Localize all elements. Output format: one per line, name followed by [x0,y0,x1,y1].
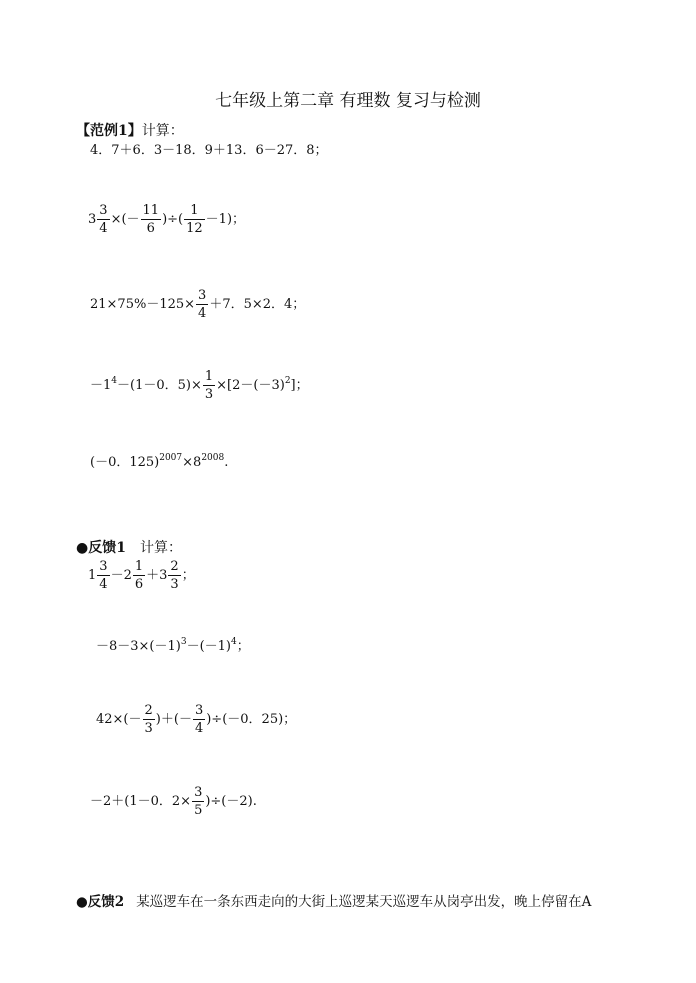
feedback1-label: ●反馈1 [76,540,126,556]
exponent: 2 [284,376,291,386]
exponent: 4 [231,637,237,647]
expr-text: . [224,455,229,470]
numerator: 3 [99,203,108,218]
numerator: 1 [190,203,199,218]
fraction [168,558,180,593]
numerator: 11 [142,203,160,218]
fraction [97,202,109,237]
expr-text: ×(－ [110,212,140,227]
expr-text: －8－3×(－1) [96,639,181,654]
expr-text: )＋(－ [155,712,192,727]
expr-text: －1 [90,378,112,393]
denominator: 4 [194,721,204,736]
expr-text: ＋3 [146,568,168,583]
numerator: 1 [134,559,144,574]
feedback1-expr-1 [88,558,195,593]
exponent: 2007 [159,453,183,463]
denominator: 6 [141,219,162,237]
fraction [133,558,145,593]
expr-text: －(1－0．5)× [117,378,202,393]
example1-expr-1: 4．7＋6．3－18．9＋13．6－27．8； [90,143,328,158]
expr-text: －2＋(1－0．2× [90,794,192,809]
expr-text: ×8 [182,455,202,470]
expr-text: ]； [290,378,309,393]
denominator: 12 [186,221,203,236]
example1-instruction: 计算： [141,123,184,139]
expr-text: )÷(－0．25)； [206,712,297,727]
mixed-number [88,558,111,593]
expr-text: ×[2－(－3) [216,378,285,393]
exponent: 3 [180,637,187,647]
numerator: 3 [194,785,203,800]
whole-part: 1 [88,568,97,583]
expr-text: )÷( [162,212,184,227]
expr-text: －1)； [205,212,246,227]
fraction [97,558,109,593]
example1-expr-3 [90,287,305,322]
expr-text: (－0．125) [90,455,160,470]
fraction [193,702,205,737]
feedback1-expr-2 [96,637,250,654]
expr-text: 21×75%－125× [90,297,196,312]
feedback2-paragraph [76,890,591,910]
denominator: 3 [144,721,153,736]
feedback1-instruction: 计算： [139,540,182,556]
expr-text: ； [181,568,195,583]
numerator: 2 [170,559,179,574]
feedback2-text: 某巡逻车在一条东西走向的大街上巡逻某天巡逻车从岗亭出发，晚上停留在A [136,894,592,910]
expr-text: ＋7．5×2．4； [209,297,306,312]
denominator: 4 [99,221,108,236]
expr-text: －2 [110,568,132,583]
denominator: 5 [194,803,203,818]
fraction [141,202,162,237]
exponent: 2008 [201,453,225,463]
denominator: 4 [99,577,108,592]
fraction [192,784,204,819]
denominator: 3 [170,577,179,592]
numerator: 3 [99,559,108,574]
numerator: 3 [194,703,204,718]
example1-expr-2 [88,202,245,237]
numerator: 1 [204,369,214,384]
numerator: 2 [144,703,153,718]
expr-text: －(－1) [186,639,232,654]
whole-part: 3 [88,212,97,227]
feedback1-expr-3 [96,702,296,737]
fraction [196,287,208,322]
feedback1-expr-4 [90,784,257,819]
numerator: 3 [198,288,207,303]
fraction [143,702,155,737]
example1-heading [76,120,184,140]
expr-text: )÷(－2). [205,794,257,809]
feedback1-heading [76,537,182,557]
page-title: 七年级上第二章 有理数 复习与检测 [215,91,481,111]
expr-text: ； [236,639,250,654]
feedback2-label: ●反馈2 [76,894,125,910]
example1-expr-5 [90,453,229,470]
example1-expr-4 [90,368,309,403]
denominator: 6 [134,577,144,592]
denominator: 3 [204,387,214,402]
example1-label: 【范例1】 [76,123,142,139]
fraction [203,368,215,403]
denominator: 4 [198,306,207,321]
mixed-number [88,202,111,237]
expr-text: 42×(－ [96,712,142,727]
exponent: 4 [111,376,118,386]
fraction [184,202,205,237]
